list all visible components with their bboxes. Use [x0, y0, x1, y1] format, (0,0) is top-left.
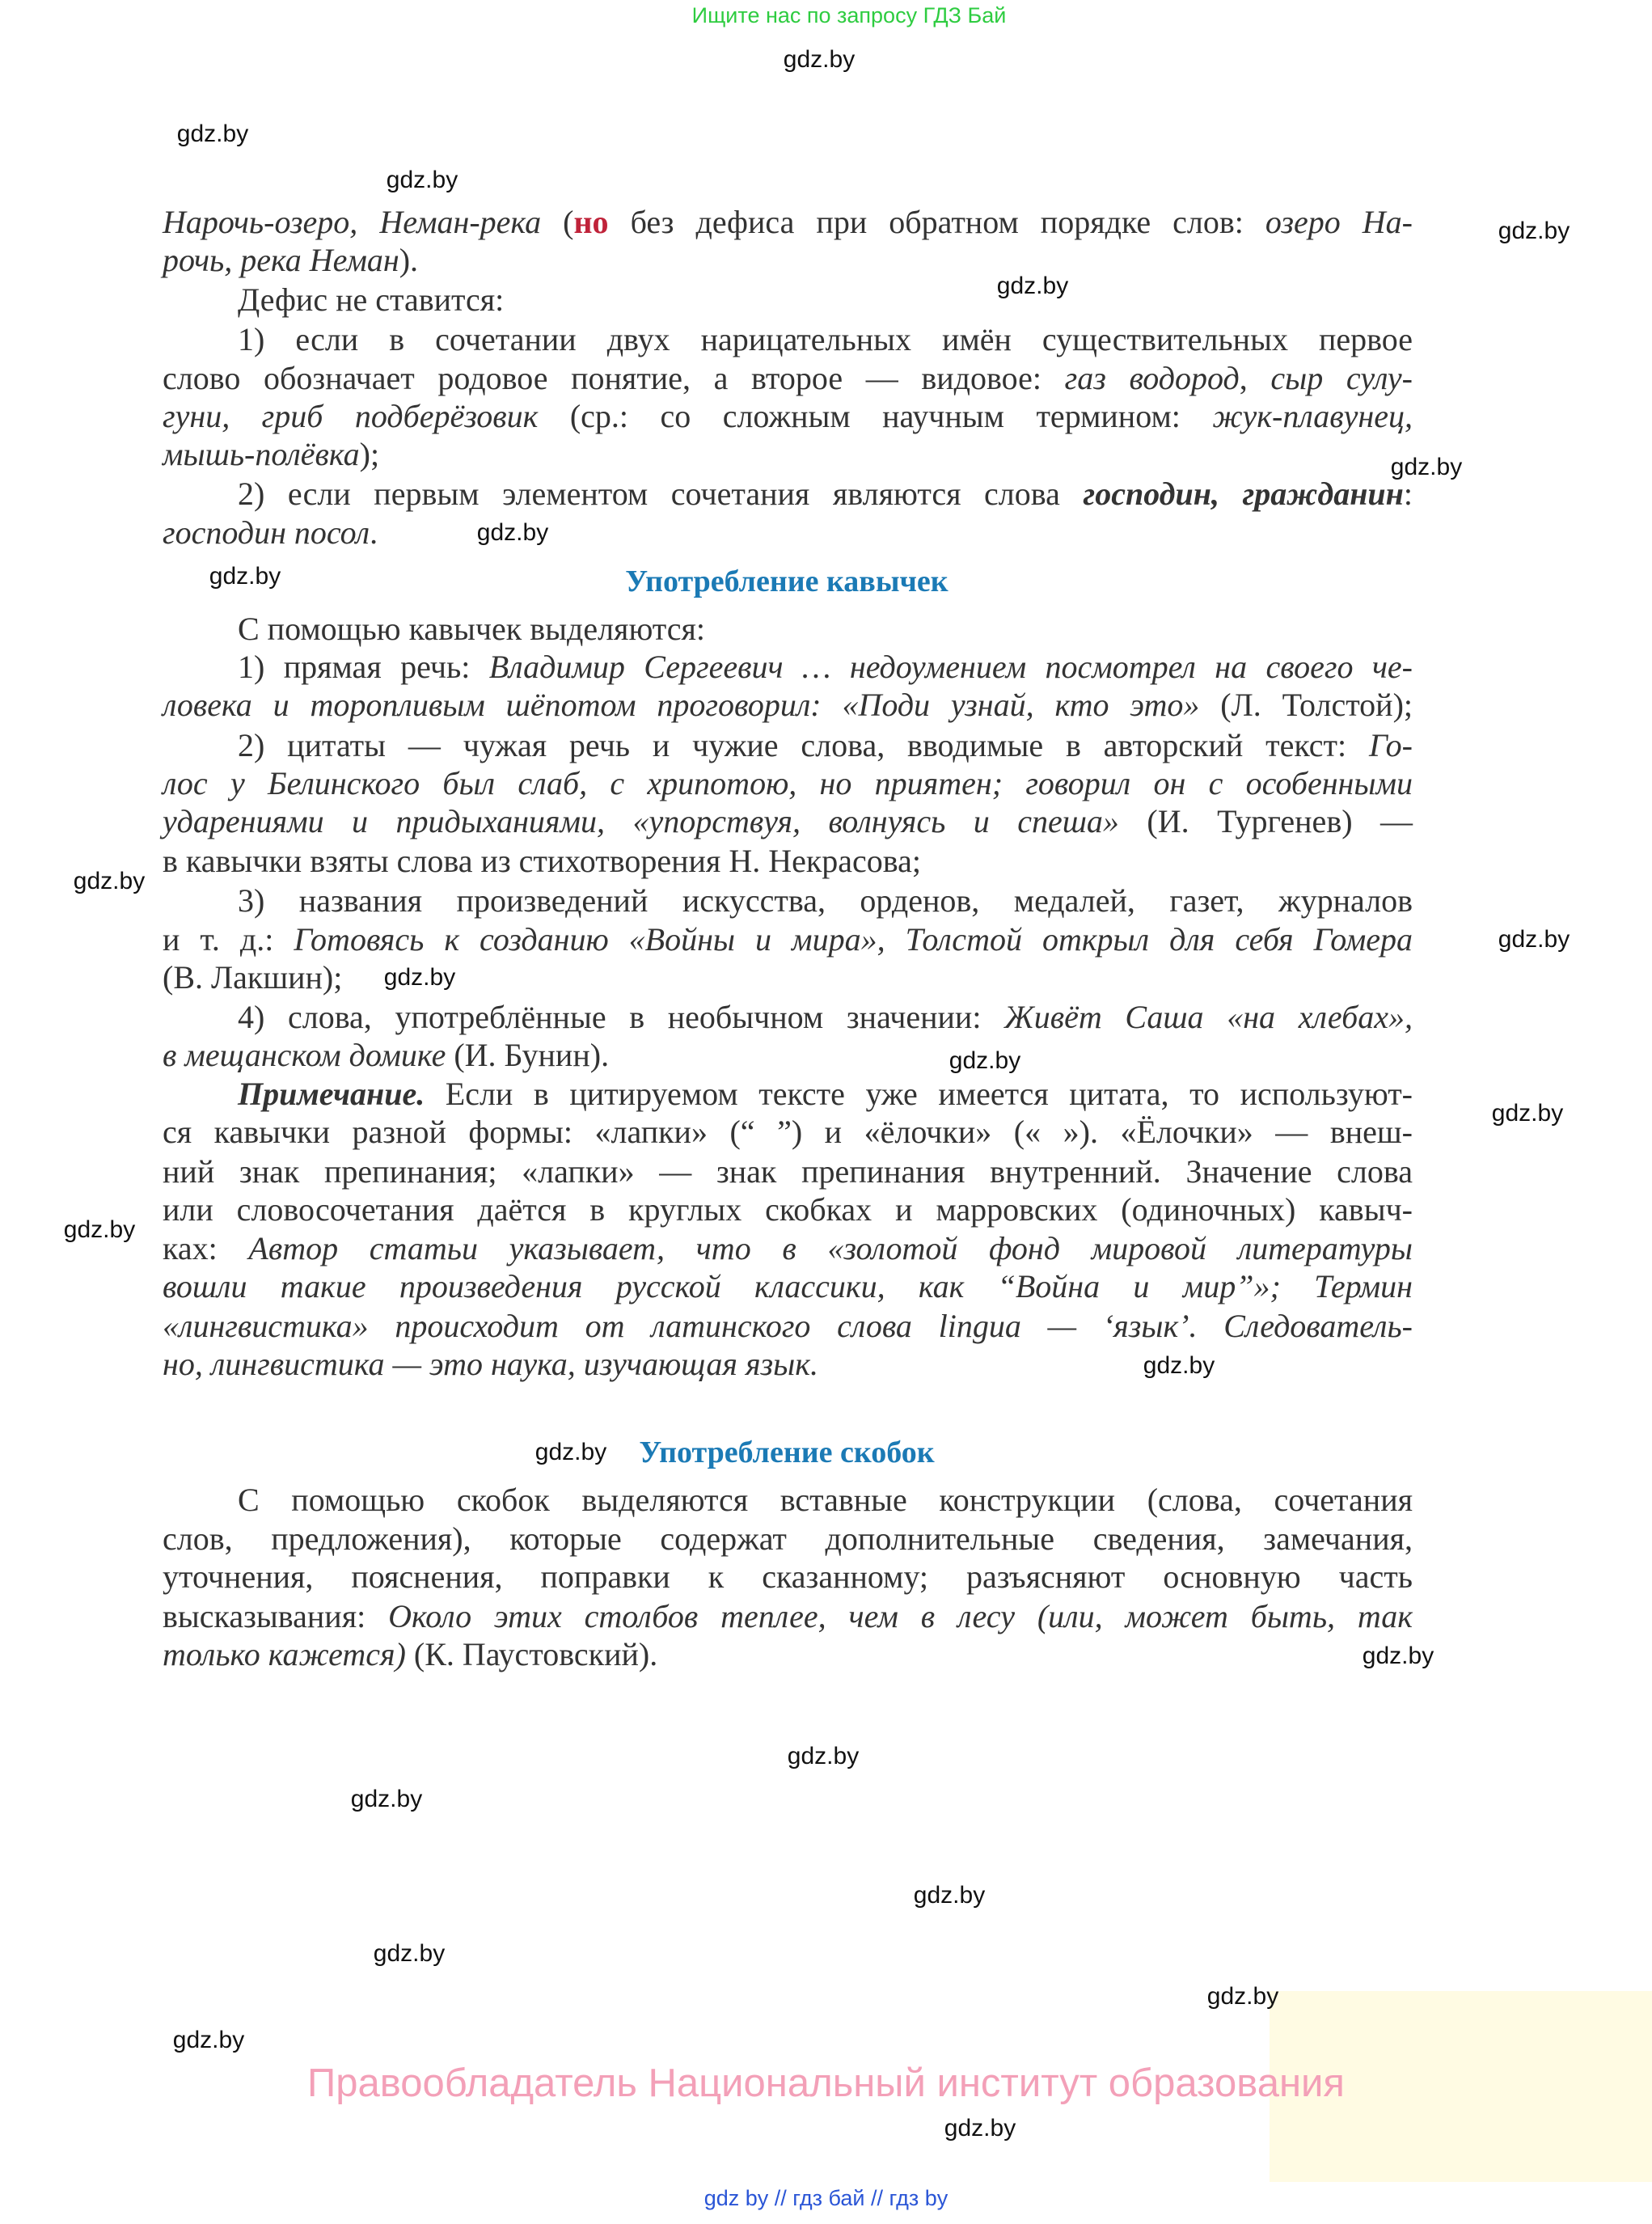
text-line — [238, 1481, 1413, 1520]
example-italic: рочь, река Неман — [163, 242, 399, 278]
example-italic: лос у Белинского был слаб, с хрипотою, но приятен; говорил он с особенными — [163, 765, 1413, 801]
text-line — [163, 514, 1413, 552]
text-run: высказывания: — [163, 1598, 389, 1634]
example-italic: Примечание. — [238, 1076, 425, 1112]
text-line — [163, 359, 1413, 398]
text-run: слов, предложения), которые содержат дополнительные сведения, замечания, — [163, 1520, 1413, 1557]
text-run: ний знак препинания; «лапки» — знак препинания внутренний. Значение слова — [163, 1153, 1413, 1190]
text-run: (К. Паустовский). — [405, 1636, 658, 1672]
text-run: 3) названия произведений искусства, орденов, медалей, газет, журналов — [238, 882, 1413, 919]
watermark-text: gdz.by — [73, 868, 146, 894]
example-italic: «лингвистика» происходит от латинского слова lingua — ‘язык’. Следователь- — [163, 1308, 1413, 1344]
copyright-notice: Правообладатель Национальный институт образования — [307, 2061, 1345, 2105]
watermark-text: gdz.by — [386, 167, 458, 193]
text-run: (ср.: со сложным научным термином: — [538, 398, 1213, 434]
text-run: С помощью скобок выделяются вставные конструкции (слова, сочетания — [238, 1482, 1413, 1518]
example-italic: ловека и торопливым шёпотом проговорил: «Поди узнай, кто это» — [163, 687, 1200, 723]
text-line — [238, 281, 1413, 319]
watermark-text: gdz.by — [534, 1439, 607, 1465]
watermark-text: gdz.by — [787, 1743, 860, 1769]
example-italic: жук-плавунец, — [1212, 398, 1413, 434]
text-run: и т. д.: — [163, 921, 294, 958]
watermark-text: gdz.by — [373, 1940, 446, 1967]
example-italic: озеро На- — [1265, 204, 1413, 240]
example-italic: сыр сулу- — [1270, 360, 1413, 396]
text-run: Если в цитируемом тексте уже имеется цитата, то используют- — [425, 1076, 1413, 1112]
example-italic: Владимир Сергеевич … недоумением посмотрел на своего че- — [488, 649, 1413, 685]
text-run: 2) цитаты — чужая речь и чужие слова, вводимые в авторский текст: — [238, 727, 1369, 763]
example-italic: в мещанском домике — [163, 1037, 446, 1073]
text-line — [163, 1307, 1413, 1346]
section-heading-quotes: Употребление кавычек — [625, 564, 949, 598]
text-line — [163, 1152, 1413, 1191]
example-italic: мышь-полёвка — [163, 436, 360, 472]
text-line — [163, 241, 1413, 280]
text-run: , — [1239, 360, 1271, 396]
text-line — [163, 764, 1413, 803]
text-run: ( — [541, 204, 574, 240]
text-line — [163, 203, 1413, 242]
text-line — [163, 1267, 1413, 1306]
text-run: Дефис не ставится: — [238, 281, 505, 318]
example-italic: вошли такие произведения русской классики, как “Война и мир”»; Термин — [163, 1268, 1413, 1304]
footer-links[interactable]: gdz by // гдз бай // гдз by — [703, 2186, 949, 2210]
text-line — [238, 726, 1413, 765]
text-run: : — [1403, 476, 1413, 512]
watermark-text: gdz.by — [1143, 1352, 1215, 1379]
text-line — [163, 686, 1413, 725]
text-line — [163, 1520, 1413, 1558]
text-run: (И. Бунин). — [446, 1037, 610, 1073]
text-run: ся кавычки разной формы: «лапки» (“ ”) и «ёлочки» (« »). «Ёлочки» — внеш- — [163, 1114, 1413, 1150]
text-line — [238, 648, 1413, 687]
text-run: уточнения, пояснения, поправки к сказанному; разъясняют основную часть — [163, 1558, 1413, 1595]
text-line — [238, 610, 1413, 649]
example-italic: Живёт Саша «на хлебах», — [1004, 999, 1413, 1035]
example-italic: газ водород — [1064, 360, 1240, 396]
watermark-text: gdz.by — [476, 519, 549, 546]
example-italic: Готовясь к созданию «Войны и мира», Толстой открыл для себя Гомера — [294, 921, 1413, 958]
example-italic: господин посол — [163, 514, 370, 551]
text-line — [163, 397, 1413, 436]
example-italic: господин, гражданин — [1083, 476, 1404, 512]
text-run: 4) слова, употреблённые в необычном значении: — [238, 999, 1005, 1035]
watermark-text: gdz.by — [783, 46, 856, 73]
text-line — [238, 320, 1413, 359]
text-run: ). — [399, 242, 419, 278]
text-run: 2) если первым элементом сочетания являются слова — [238, 476, 1084, 512]
text-line — [238, 998, 1413, 1037]
text-run: . — [370, 514, 378, 551]
text-line — [163, 1345, 1413, 1384]
watermark-text: gdz.by — [1206, 1983, 1279, 2010]
text-run: (В. Лакшин); — [163, 959, 343, 996]
example-italic: Нарочь-озеро, Неман-река — [163, 204, 542, 240]
emphasis-red: но — [573, 204, 609, 240]
watermark-text: gdz.by — [176, 121, 249, 147]
example-italic: Го- — [1368, 727, 1413, 763]
text-line — [163, 1597, 1413, 1636]
text-run: ); — [359, 436, 380, 472]
example-italic: гуни, гриб подберёзовик — [163, 398, 539, 434]
text-line — [163, 842, 1413, 881]
text-line — [163, 1635, 1413, 1674]
text-run: слово обозначает родовое понятие, а второе — видовое: — [163, 360, 1065, 396]
text-run: 1) прямая речь: — [238, 649, 489, 685]
section-heading-brackets: Употребление скобок — [639, 1435, 935, 1469]
watermark-text: gdz.by — [944, 2115, 1016, 2142]
text-run: (Л. Толстой); — [1199, 687, 1413, 723]
example-italic: Около этих столбов теплее, чем в лесу (или, может быть, так — [388, 1598, 1413, 1634]
example-italic: но, лингвистика — это наука, изучающая язык. — [163, 1346, 818, 1382]
example-italic: ударениями и придыханиями, «упорствуя, волнуясь и спеша» — [163, 803, 1119, 839]
watermark-text: gdz.by — [63, 1216, 136, 1243]
text-run: без дефиса при обратном порядке слов: — [608, 204, 1265, 240]
text-run: С помощью кавычек выделяются: — [238, 611, 706, 647]
text-line — [163, 1558, 1413, 1596]
text-line — [238, 1075, 1413, 1114]
watermark-text: gdz.by — [383, 964, 456, 991]
watermark-text: gdz.by — [1498, 218, 1570, 244]
text-line — [163, 920, 1413, 959]
text-line — [163, 1229, 1413, 1268]
watermark-text: gdz.by — [913, 1882, 986, 1909]
text-run: 1) если в сочетании двух нарицательных имён существительных первое — [238, 321, 1413, 357]
watermark-text: gdz.by — [949, 1047, 1021, 1074]
text-run: или словосочетания даётся в круглых скобках и марровских (одиночных) кавыч- — [163, 1191, 1413, 1228]
watermark-text: gdz.by — [172, 2027, 245, 2053]
text-line — [163, 1113, 1413, 1152]
watermark-text: gdz.by — [1491, 1100, 1564, 1127]
text-line — [163, 958, 1413, 997]
watermark-text: gdz.by — [1390, 454, 1463, 480]
text-line — [163, 1190, 1413, 1229]
watermark-text: gdz.by — [1498, 926, 1570, 953]
watermark-text: gdz.by — [996, 273, 1069, 299]
example-italic: только кажется) — [163, 1636, 406, 1672]
watermark-text: gdz.by — [1362, 1643, 1434, 1669]
text-line — [238, 475, 1413, 514]
watermark-text: gdz.by — [350, 1786, 423, 1812]
text-run: (И. Тургенев) — — [1118, 803, 1413, 839]
text-line — [163, 435, 1413, 474]
top-search-note: Ищите нас по запросу ГДЗ Бай — [691, 3, 1007, 27]
text-line — [238, 882, 1413, 920]
text-line — [163, 1036, 1413, 1075]
watermark-text: gdz.by — [209, 563, 281, 590]
text-line — [163, 802, 1413, 841]
text-run: ках: — [163, 1230, 249, 1266]
example-italic: Автор статьи указывает, что в «золотой фонд мировой литературы — [248, 1230, 1413, 1266]
text-run: в кавычки взяты слова из стихотворения Н. Некрасова; — [163, 843, 922, 879]
